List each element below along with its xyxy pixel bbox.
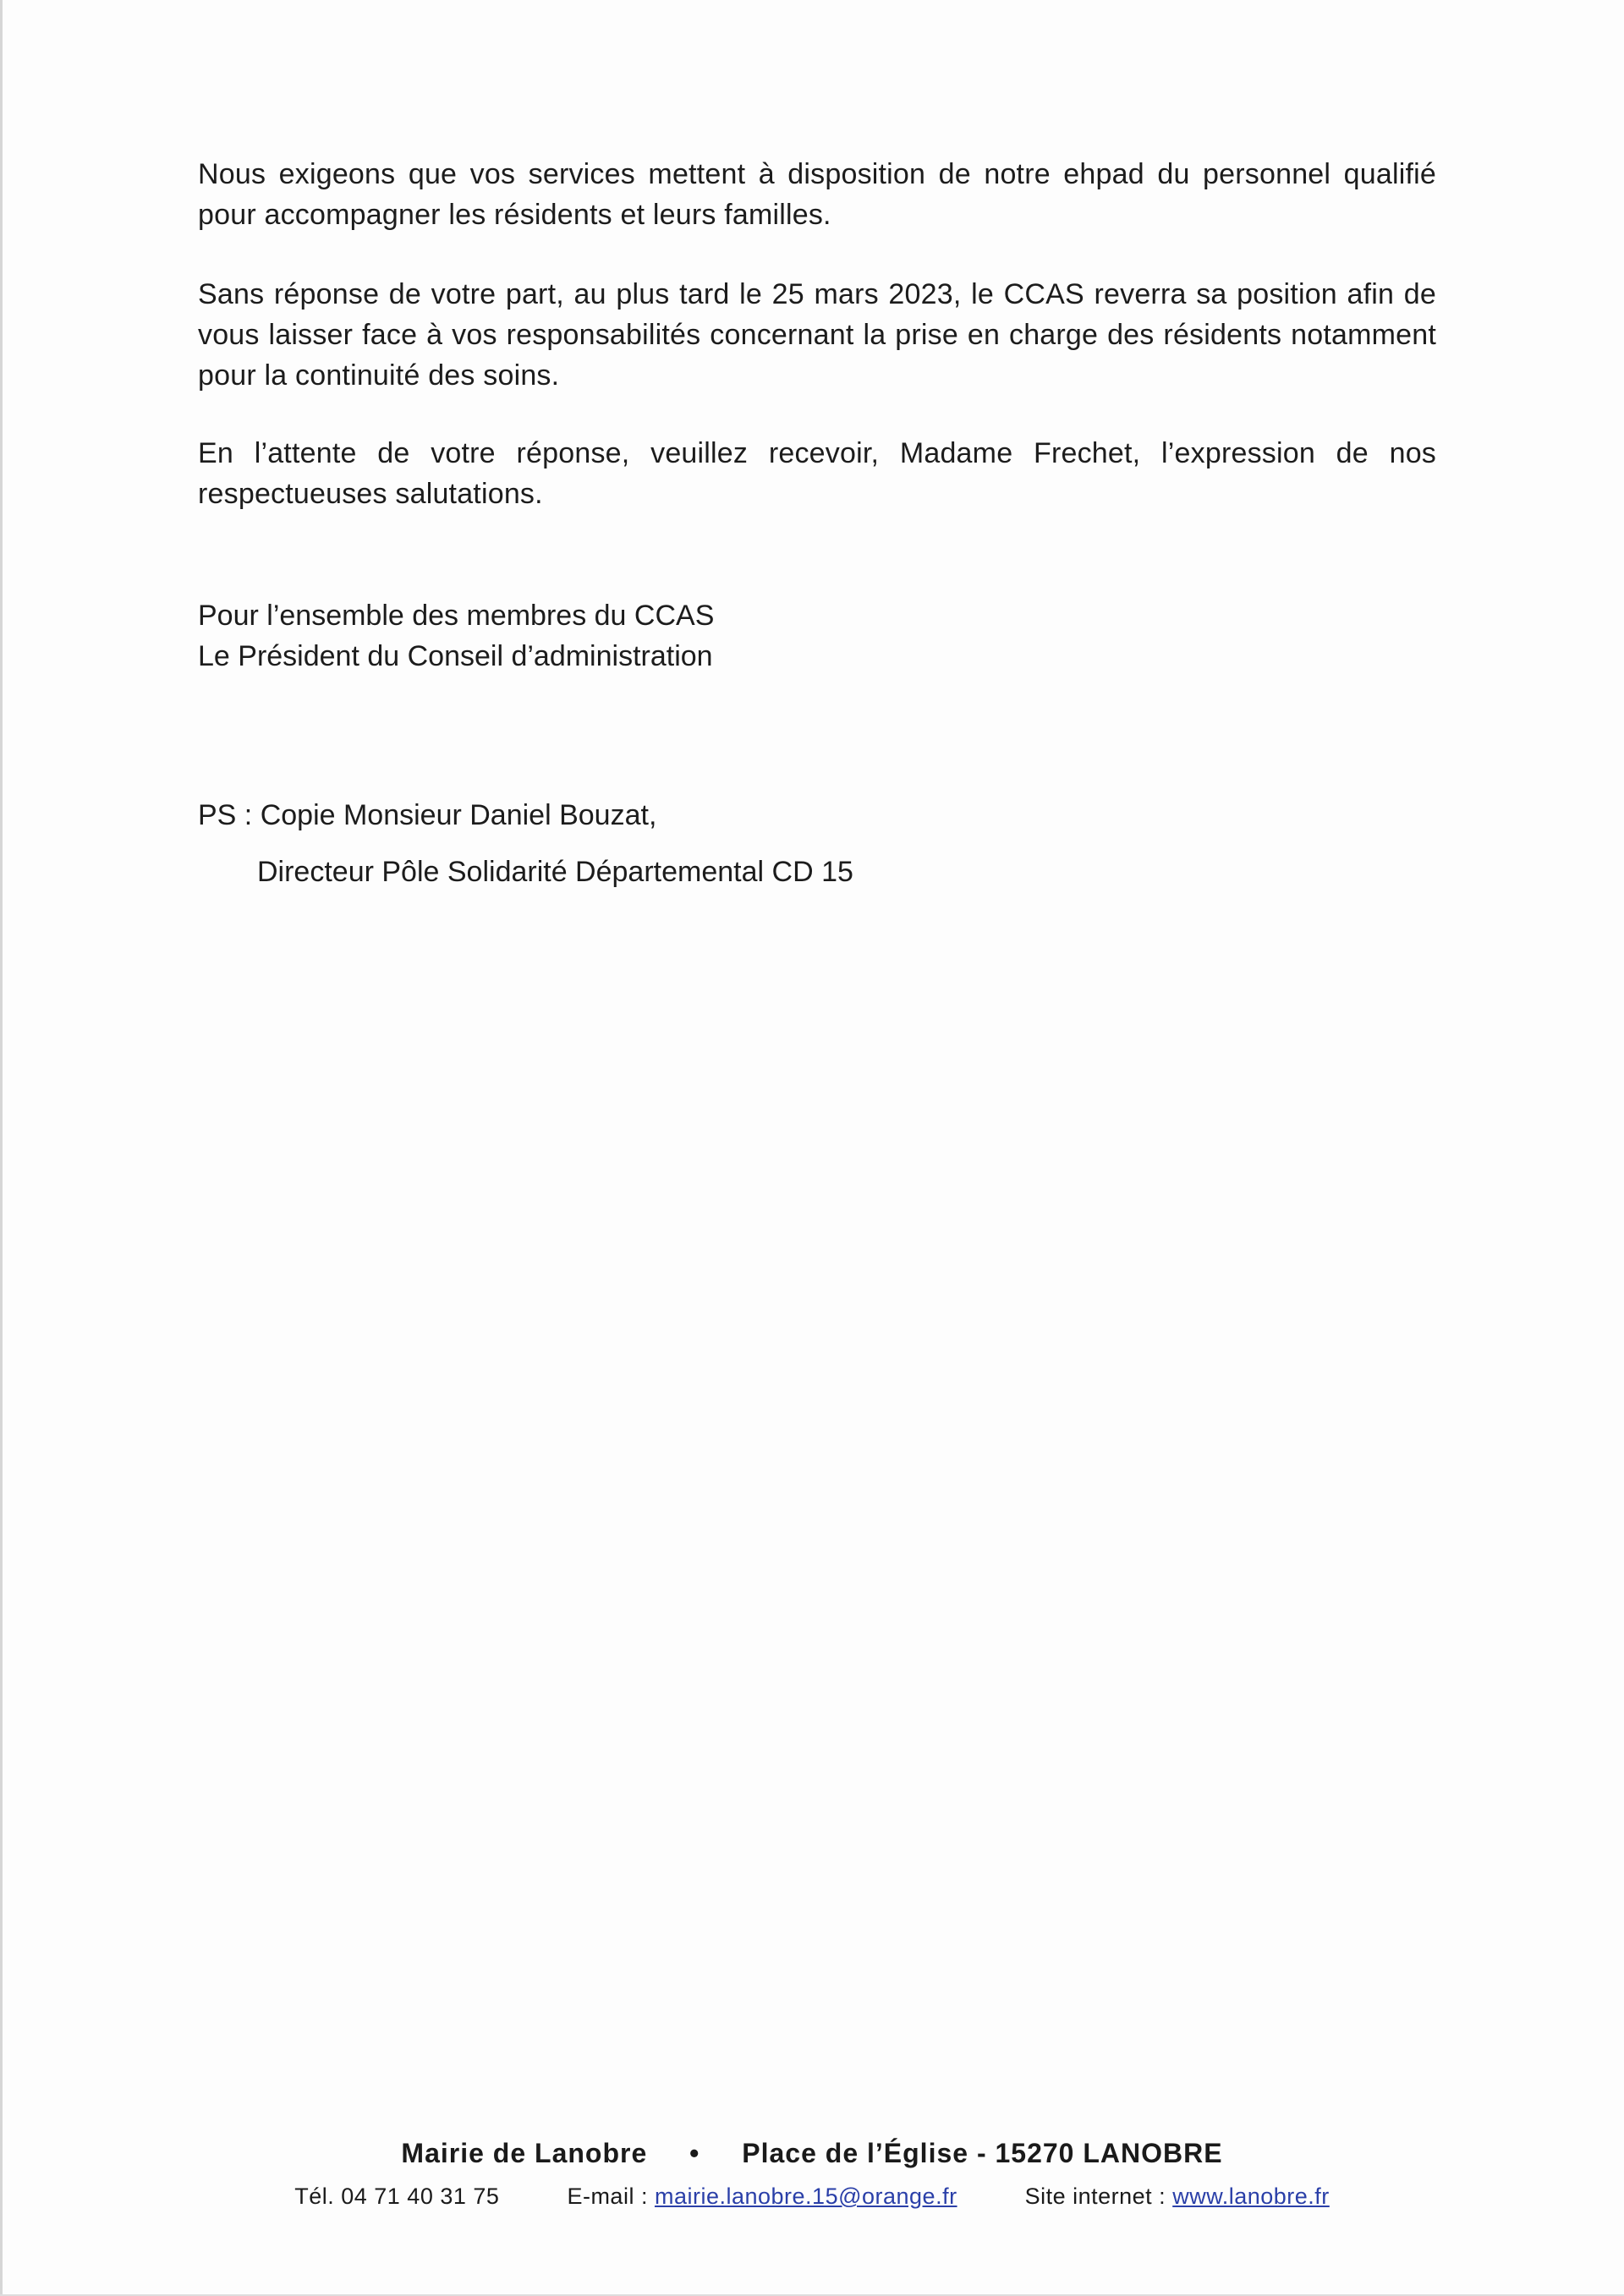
- footer-address: Place de l’Église - 15270 LANOBRE: [742, 2138, 1223, 2168]
- footer-website-label: Site internet :: [1024, 2184, 1166, 2209]
- paragraph-closing: En l’attente de votre réponse, veuillez recevoir, Madame Frechet, l’expression de nos respectueuses salutations.: [198, 437, 1436, 510]
- signature-line-2: Le Président du Conseil d’administration: [198, 640, 713, 672]
- footer-website-link[interactable]: www.lanobre.fr: [1172, 2184, 1330, 2209]
- footer-contact-line: [0, 2184, 1624, 2210]
- postscript-line-1: PS : Copie Monsieur Daniel Bouzat,: [198, 799, 657, 831]
- scan-edge-left: [0, 0, 3, 2296]
- postscript-line-2: Directeur Pôle Solidarité Départemental CD 15: [257, 856, 853, 888]
- footer-phone: Tél. 04 71 40 31 75: [294, 2184, 500, 2209]
- footer-email-label: E-mail :: [567, 2184, 648, 2209]
- footer-email-link[interactable]: mairie.lanobre.15@orange.fr: [654, 2184, 957, 2209]
- paragraph-deadline: Sans réponse de votre part, au plus tard le 25 mars 2023, le CCAS reverra sa position afin de vous laisser face à vos responsabilités concernant la prise en charge des résidents notamment pour la continuité des soins.: [198, 278, 1436, 392]
- footer-separator: •: [689, 2138, 700, 2168]
- signature-line-1: Pour l’ensemble des membres du CCAS: [198, 600, 715, 632]
- footer-name: Mairie de Lanobre: [401, 2138, 648, 2168]
- paragraph-request: Nous exigeons que vos services mettent à disposition de notre ehpad du personnel qualifié pour accompagner les résidents et leurs familles.: [198, 158, 1436, 231]
- footer-address-line: [0, 2138, 1624, 2169]
